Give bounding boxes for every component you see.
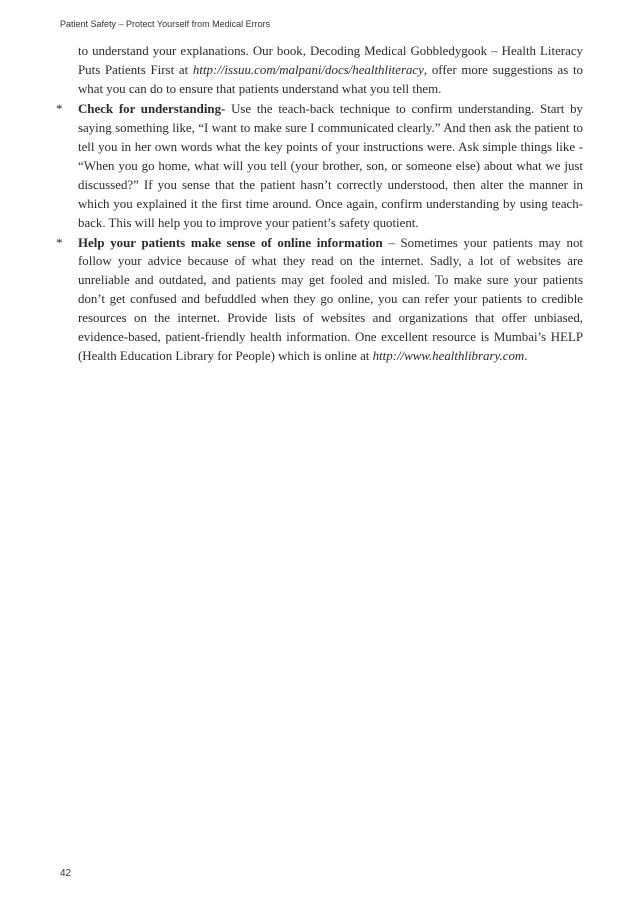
bullet-text-end: . — [524, 349, 528, 364]
bullet-text: – Sometimes your patients may not follow your advice because of what they read on the internet. Sadly, a lot of websites are unreliable and outdated, and patients may get fooled and misled. To make sure your patients don’t get confused and befuddled when they go online, you can refer your patients to credible resources on the internet. Provide lists of websites and organizations that offer unbiased, evidence-based, patient-friendly health information. One excellent resource is Mumbai’s HELP (Health Education Library for People) which is online at — [78, 235, 583, 364]
running-header-title: Patient Safety – Protect Yourself from Medical Errors — [60, 19, 271, 29]
bullet-heading: Help your patients make sense of online information — [78, 235, 383, 250]
bullet-marker: * — [56, 101, 63, 116]
bullet-online-information — [56, 234, 583, 367]
continuation-text-end: , offer more suggestions as to what you can do to ensure that patients understand what you tell them. — [78, 62, 583, 96]
bullet-text: Use the teach-back technique to confirm understanding. Start by saying something like, “I want to make sure I communicated clearly.” And then ask the patient to tell you in her own words what the key points of your instructions were. Ask simple things like - “When you go home, what will you tell (your brother, son, or someone else) about what we just discussed?” If you sense that the patient hasn’t correctly understood, then alter the manner in which you explained it the first time around. Once again, confirm understanding by using teach-back. This will help you to improve your patient’s safety quotient. — [78, 101, 583, 230]
page-number: 42 — [60, 868, 72, 879]
healthlibrary-link[interactable]: http://www.healthlibrary.com — [372, 349, 525, 364]
bullet-marker: * — [56, 235, 63, 250]
bullet-check-understanding — [56, 100, 583, 233]
healthliteracy-link[interactable]: http://issuu.com/malpani/docs/healthliteracy — [192, 62, 424, 77]
continuation-paragraph — [78, 42, 583, 99]
page-body — [56, 42, 583, 366]
continuation-text: to understand your explanations. Our book, Decoding Medical Gobbledygook – Health Literacy Puts Patients First at — [78, 44, 583, 77]
bullet-heading: Check for understanding- — [78, 101, 226, 116]
